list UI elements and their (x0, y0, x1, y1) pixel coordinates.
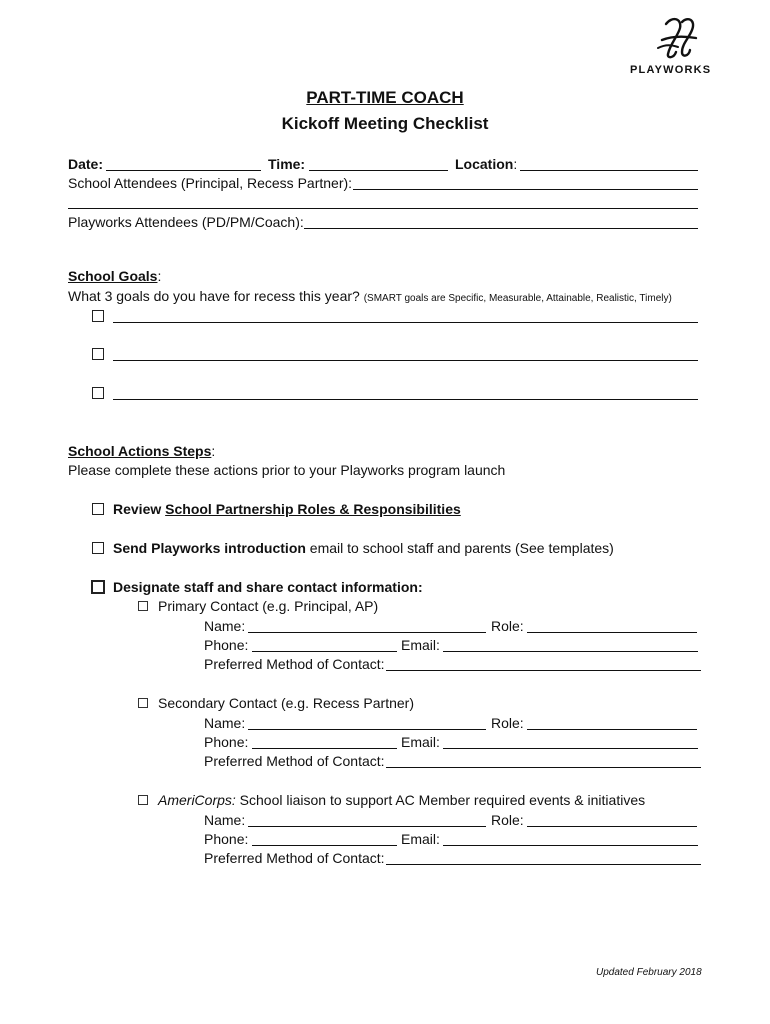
americorps-role-field[interactable] (527, 826, 697, 827)
americorps-phone-field[interactable] (252, 845, 397, 846)
primary-phone-label: Phone: (204, 637, 249, 653)
school-actions-instruction: Please complete these actions prior to your Playworks program launch (68, 462, 506, 478)
primary-preferred-field[interactable] (386, 670, 701, 671)
action-item-1-prefix: Review (113, 501, 166, 517)
school-actions-heading-text: School Actions Steps (68, 443, 212, 459)
americorps-email-field[interactable] (443, 845, 698, 846)
playworks-attendees-field[interactable] (304, 228, 698, 229)
school-goals-colon: : (157, 268, 162, 284)
brand-name: PLAYWORKS (630, 64, 712, 76)
primary-phone-field[interactable] (252, 651, 397, 652)
location-label-text: Location (455, 156, 514, 172)
smart-note: (SMART goals are Specific, Measurable, Attainable, Realistic, Timely) (363, 293, 672, 304)
page-title: PART-TIME COACH (306, 88, 464, 107)
page-subtitle: Kickoff Meeting Checklist (281, 114, 489, 133)
school-attendees-field-2[interactable] (68, 208, 698, 209)
school-attendees-field[interactable] (353, 189, 698, 190)
location-label (455, 156, 517, 173)
secondary-email-field[interactable] (443, 748, 698, 749)
secondary-phone-field[interactable] (252, 748, 397, 749)
action-item-2-rest: email to school staff and parents (See templates) (305, 540, 614, 556)
secondary-contact-label: Secondary Contact (e.g. Recess Partner) (158, 695, 415, 711)
primary-contact-label: Primary Contact (e.g. Principal, AP) (158, 598, 379, 614)
secondary-email-label: Email: (401, 734, 440, 750)
primary-preferred-label: Preferred Method of Contact: (204, 656, 385, 672)
playworks-attendees-label: Playworks Attendees (PD/PM/Coach): (68, 214, 304, 230)
americorps-preferred-field[interactable] (386, 864, 701, 865)
action-checkbox-2[interactable] (92, 542, 104, 554)
playworks-logo-icon (652, 14, 702, 62)
goal-field-3[interactable] (113, 399, 698, 400)
americorps-role-label: Role: (491, 812, 524, 828)
school-actions-colon: : (211, 443, 216, 459)
americorps-italic: AmeriCorps: (158, 792, 236, 808)
time-field[interactable] (309, 170, 448, 171)
school-actions-heading (68, 443, 215, 460)
secondary-contact-checkbox[interactable] (138, 698, 148, 708)
school-goals-question (68, 288, 672, 307)
secondary-preferred-label: Preferred Method of Contact: (204, 753, 385, 769)
primary-email-field[interactable] (443, 651, 698, 652)
americorps-name-label: Name: (204, 812, 246, 828)
location-field[interactable] (520, 170, 698, 171)
americorps-email-label: Email: (401, 831, 440, 847)
time-label: Time: (268, 156, 306, 172)
partnership-roles-link[interactable]: School Partnership Roles & Responsibilities (165, 501, 461, 517)
secondary-preferred-field[interactable] (386, 767, 701, 768)
action-item-2 (113, 540, 614, 557)
goal-checkbox-3[interactable] (92, 387, 104, 399)
goal-checkbox-1[interactable] (92, 310, 104, 322)
americorps-contact-label (158, 792, 645, 809)
primary-role-field[interactable] (527, 632, 697, 633)
americorps-rest: School liaison to support AC Member required events & initiatives (235, 792, 646, 808)
goal-field-2[interactable] (113, 360, 698, 361)
goals-question-text: What 3 goals do you have for recess this year? (68, 288, 360, 304)
goal-checkbox-2[interactable] (92, 348, 104, 360)
action-item-3: Designate staff and share contact information: (113, 579, 423, 595)
secondary-name-field[interactable] (248, 729, 486, 730)
date-field[interactable] (106, 170, 261, 171)
secondary-phone-label: Phone: (204, 734, 249, 750)
date-label: Date: (68, 156, 104, 172)
primary-contact-checkbox[interactable] (138, 601, 148, 611)
action-item-2-bold: Send Playworks introduction (113, 540, 306, 556)
primary-email-label: Email: (401, 637, 440, 653)
primary-role-label: Role: (491, 618, 524, 634)
americorps-name-field[interactable] (248, 826, 486, 827)
primary-name-label: Name: (204, 618, 246, 634)
location-colon: : (513, 156, 518, 172)
americorps-contact-checkbox[interactable] (138, 795, 148, 805)
school-goals-heading-text: School Goals (68, 268, 158, 284)
action-checkbox-3[interactable] (91, 580, 105, 594)
school-attendees-label: School Attendees (Principal, Recess Partner): (68, 175, 353, 191)
americorps-preferred-label: Preferred Method of Contact: (204, 850, 385, 866)
updated-date: Updated February 2018 (596, 967, 702, 978)
primary-name-field[interactable] (248, 632, 486, 633)
action-item-1 (113, 501, 461, 518)
action-checkbox-1[interactable] (92, 503, 104, 515)
school-goals-heading (68, 268, 161, 285)
secondary-role-field[interactable] (527, 729, 697, 730)
americorps-phone-label: Phone: (204, 831, 249, 847)
secondary-name-label: Name: (204, 715, 246, 731)
goal-field-1[interactable] (113, 322, 698, 323)
secondary-role-label: Role: (491, 715, 524, 731)
